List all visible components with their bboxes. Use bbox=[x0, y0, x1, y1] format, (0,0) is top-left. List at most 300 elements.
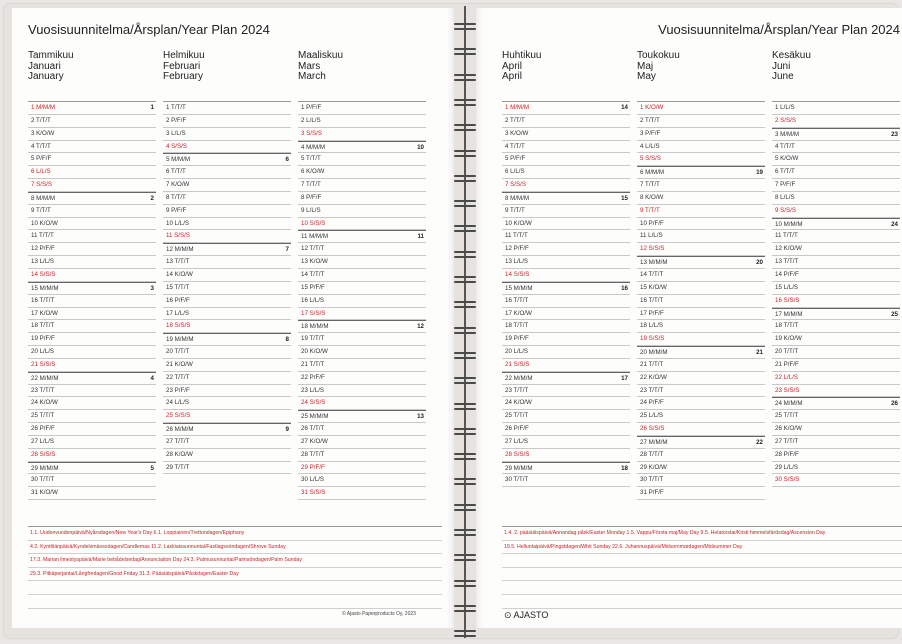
day-list bbox=[163, 101, 291, 474]
day-row[interactable] bbox=[637, 333, 765, 346]
day-row[interactable] bbox=[772, 179, 900, 192]
day-row[interactable] bbox=[502, 102, 630, 115]
day-label: 18 L/L/S bbox=[640, 322, 664, 330]
day-row[interactable] bbox=[298, 449, 426, 462]
day-label: 15 L/L/S bbox=[775, 283, 799, 291]
spiral-coil bbox=[454, 503, 476, 513]
day-row[interactable] bbox=[298, 359, 426, 372]
day-row[interactable] bbox=[637, 320, 765, 333]
day-row[interactable] bbox=[637, 449, 765, 462]
note-line[interactable]: 19.5. Helluntaipäivä/Pingstdagen/Whit Sunday 22.6. Juhannuspäivä/Midsommardagen/Midsummer Day bbox=[502, 541, 902, 555]
day-row[interactable] bbox=[772, 346, 900, 359]
day-label: 12 P/F/F bbox=[505, 245, 529, 253]
day-label: 13 M/M/M bbox=[640, 259, 668, 267]
day-row[interactable] bbox=[298, 153, 426, 166]
day-label: 17 S/S/S bbox=[301, 309, 326, 317]
week-number: 10 bbox=[417, 143, 424, 151]
day-row[interactable] bbox=[298, 282, 426, 295]
day-row[interactable] bbox=[772, 359, 900, 372]
day-row[interactable] bbox=[772, 269, 900, 282]
day-row[interactable] bbox=[772, 102, 900, 115]
day-row[interactable] bbox=[298, 269, 426, 282]
day-row[interactable] bbox=[637, 410, 765, 423]
day-label: 12 S/S/S bbox=[640, 245, 665, 253]
day-row[interactable] bbox=[298, 141, 426, 154]
day-label: 28 S/S/S bbox=[505, 450, 530, 458]
day-row[interactable] bbox=[502, 372, 630, 385]
day-row[interactable] bbox=[772, 385, 900, 398]
week-number: 7 bbox=[285, 246, 289, 254]
day-label: 8 K/O/W bbox=[640, 193, 664, 201]
day-label: 12 P/F/F bbox=[31, 245, 55, 253]
day-row[interactable] bbox=[772, 256, 900, 269]
day-row[interactable] bbox=[772, 153, 900, 166]
day-row[interactable] bbox=[772, 333, 900, 346]
day-row[interactable] bbox=[502, 295, 630, 308]
day-row[interactable] bbox=[772, 308, 900, 321]
day-row[interactable] bbox=[163, 385, 291, 398]
coil-wire bbox=[454, 630, 476, 632]
day-row[interactable] bbox=[298, 308, 426, 321]
note-line[interactable]: 1.4. 2. pääsiäispäivä/Annandag påsk/Easter Monday 1.5. Vappu/Första maj/May Day 9.5. Helatorstai/Kristi himmelsfärdsdag/Ascension Day bbox=[502, 527, 902, 541]
day-label: 22 P/F/F bbox=[301, 373, 325, 381]
day-row[interactable] bbox=[772, 243, 900, 256]
day-row[interactable] bbox=[298, 256, 426, 269]
day-row[interactable] bbox=[163, 423, 291, 436]
day-row[interactable] bbox=[502, 205, 630, 218]
day-row[interactable] bbox=[298, 205, 426, 218]
day-row[interactable] bbox=[28, 474, 156, 487]
day-row[interactable] bbox=[28, 295, 156, 308]
day-row[interactable] bbox=[772, 436, 900, 449]
day-row[interactable] bbox=[163, 115, 291, 128]
day-row[interactable] bbox=[163, 205, 291, 218]
day-label: 15 K/O/W bbox=[640, 283, 667, 291]
day-row[interactable] bbox=[772, 205, 900, 218]
day-row[interactable] bbox=[163, 346, 291, 359]
day-row[interactable] bbox=[772, 141, 900, 154]
day-row[interactable] bbox=[28, 359, 156, 372]
day-row[interactable] bbox=[637, 115, 765, 128]
day-row[interactable] bbox=[637, 166, 765, 179]
coil-wire bbox=[454, 534, 476, 536]
coil-wire bbox=[454, 478, 476, 480]
day-label: 20 M/M/M bbox=[640, 349, 668, 357]
day-row[interactable] bbox=[637, 295, 765, 308]
day-row[interactable] bbox=[298, 192, 426, 205]
day-row[interactable] bbox=[28, 372, 156, 385]
day-row[interactable] bbox=[28, 141, 156, 154]
note-line[interactable]: 4.2. Kynttilänpäivä/Kyndelsmässodagen/Candlemas 11.2. Laskiaissunnuntai/Fastlagssöndagen/Shrove Sunday bbox=[28, 541, 442, 555]
day-row[interactable] bbox=[502, 128, 630, 141]
month-name: Maj bbox=[637, 60, 654, 72]
day-row[interactable] bbox=[772, 397, 900, 410]
day-row[interactable] bbox=[28, 449, 156, 462]
day-row[interactable] bbox=[637, 423, 765, 436]
day-row[interactable] bbox=[163, 359, 291, 372]
day-row[interactable] bbox=[772, 115, 900, 128]
day-row[interactable] bbox=[28, 205, 156, 218]
day-row[interactable] bbox=[28, 269, 156, 282]
spiral-coil bbox=[454, 579, 476, 589]
day-row[interactable] bbox=[163, 320, 291, 333]
day-row[interactable] bbox=[28, 308, 156, 321]
day-row[interactable] bbox=[637, 436, 765, 449]
day-label: 6 K/O/W bbox=[301, 168, 325, 176]
day-row[interactable] bbox=[502, 462, 630, 475]
day-row[interactable] bbox=[772, 192, 900, 205]
day-row[interactable] bbox=[163, 308, 291, 321]
day-row[interactable] bbox=[298, 346, 426, 359]
day-row[interactable] bbox=[298, 410, 426, 423]
week-number: 25 bbox=[891, 310, 898, 318]
day-row[interactable] bbox=[772, 128, 900, 141]
day-label: 18 T/T/T bbox=[505, 322, 529, 330]
day-row[interactable] bbox=[502, 230, 630, 243]
day-row[interactable] bbox=[637, 269, 765, 282]
day-row[interactable] bbox=[502, 269, 630, 282]
day-row[interactable] bbox=[637, 205, 765, 218]
day-row[interactable] bbox=[772, 295, 900, 308]
day-row[interactable] bbox=[637, 218, 765, 231]
day-row[interactable] bbox=[298, 462, 426, 475]
day-label: 30 T/T/T bbox=[505, 476, 529, 484]
coil-wire bbox=[454, 403, 476, 405]
day-row[interactable] bbox=[502, 141, 630, 154]
day-row[interactable] bbox=[163, 462, 291, 475]
day-row[interactable] bbox=[772, 449, 900, 462]
day-row[interactable] bbox=[772, 410, 900, 423]
day-row[interactable] bbox=[163, 153, 291, 166]
day-row[interactable] bbox=[28, 320, 156, 333]
day-row[interactable] bbox=[637, 230, 765, 243]
day-row[interactable] bbox=[502, 218, 630, 231]
day-row[interactable] bbox=[772, 474, 900, 487]
day-row[interactable] bbox=[502, 474, 630, 487]
day-row[interactable] bbox=[298, 102, 426, 115]
day-label: 1 P/F/F bbox=[301, 104, 322, 111]
day-label: 10 P/F/F bbox=[640, 219, 664, 227]
day-label: 25 T/T/T bbox=[31, 412, 55, 420]
coil-wire bbox=[454, 53, 476, 55]
note-line[interactable] bbox=[502, 595, 902, 609]
day-row[interactable] bbox=[637, 462, 765, 475]
day-label: 2 S/S/S bbox=[775, 116, 796, 124]
day-label: 11 L/L/S bbox=[640, 232, 663, 240]
day-row[interactable] bbox=[163, 128, 291, 141]
day-row[interactable] bbox=[637, 192, 765, 205]
day-row[interactable] bbox=[298, 372, 426, 385]
day-row[interactable] bbox=[28, 423, 156, 436]
day-row[interactable] bbox=[163, 295, 291, 308]
day-row[interactable] bbox=[298, 128, 426, 141]
day-row[interactable] bbox=[637, 487, 765, 500]
right-page bbox=[476, 8, 902, 628]
day-row[interactable] bbox=[298, 487, 426, 500]
coil-wire bbox=[454, 504, 476, 506]
day-row[interactable] bbox=[502, 179, 630, 192]
day-row[interactable] bbox=[28, 128, 156, 141]
day-label: 16 P/F/F bbox=[166, 296, 190, 304]
day-row[interactable] bbox=[163, 230, 291, 243]
day-row[interactable] bbox=[28, 179, 156, 192]
day-row[interactable] bbox=[502, 320, 630, 333]
day-label: 18 T/T/T bbox=[775, 322, 799, 330]
day-label: 25 M/M/M bbox=[301, 413, 329, 421]
note-line[interactable] bbox=[28, 581, 442, 595]
day-row[interactable] bbox=[502, 153, 630, 166]
day-row[interactable] bbox=[298, 295, 426, 308]
day-row[interactable] bbox=[163, 282, 291, 295]
day-label: 17 M/M/M bbox=[775, 310, 803, 318]
coil-wire bbox=[454, 554, 476, 556]
day-row[interactable] bbox=[502, 423, 630, 436]
day-row[interactable] bbox=[163, 243, 291, 256]
day-row[interactable] bbox=[163, 436, 291, 449]
day-label: 9 L/L/S bbox=[301, 206, 321, 214]
day-row[interactable] bbox=[298, 436, 426, 449]
day-label: 18 T/T/T bbox=[31, 322, 55, 330]
day-row[interactable] bbox=[637, 141, 765, 154]
day-label: 19 P/F/F bbox=[505, 335, 529, 343]
note-line[interactable] bbox=[502, 568, 902, 582]
day-label: 16 T/T/T bbox=[505, 296, 529, 304]
day-label: 2 T/T/T bbox=[640, 116, 660, 124]
day-row[interactable] bbox=[163, 102, 291, 115]
day-row[interactable] bbox=[28, 436, 156, 449]
day-row[interactable] bbox=[772, 320, 900, 333]
day-label: 21 T/T/T bbox=[640, 360, 664, 368]
day-row[interactable] bbox=[163, 449, 291, 462]
day-label: 30 T/T/T bbox=[640, 476, 664, 484]
day-row[interactable] bbox=[163, 333, 291, 346]
day-label: 28 T/T/T bbox=[301, 450, 325, 458]
note-line[interactable]: 17.3. Marian ilmestyspäivä/Marie bebådelsedag/Annunciation Day 24.3. Palmusunnuntai/Palmsöndagen/Palm Sunday bbox=[28, 554, 442, 568]
day-row[interactable] bbox=[163, 166, 291, 179]
day-label: 5 K/O/W bbox=[775, 155, 799, 163]
day-row[interactable] bbox=[28, 230, 156, 243]
day-label: 1 M/M/M bbox=[31, 104, 56, 111]
day-row[interactable] bbox=[28, 192, 156, 205]
day-label: 12 K/O/W bbox=[775, 245, 802, 253]
spiral-binding bbox=[454, 0, 476, 644]
day-label: 3 L/L/S bbox=[166, 129, 186, 137]
day-row[interactable] bbox=[502, 436, 630, 449]
day-row[interactable] bbox=[163, 372, 291, 385]
day-label: 10 K/O/W bbox=[31, 219, 58, 227]
day-row[interactable] bbox=[28, 410, 156, 423]
day-row[interactable] bbox=[28, 397, 156, 410]
day-row[interactable] bbox=[637, 308, 765, 321]
day-row[interactable] bbox=[637, 128, 765, 141]
day-row[interactable] bbox=[502, 166, 630, 179]
day-label: 1 K/O/W bbox=[640, 104, 664, 111]
day-label: 8 L/L/S bbox=[775, 193, 795, 201]
note-line[interactable] bbox=[502, 581, 902, 595]
day-label: 3 M/M/M bbox=[775, 130, 800, 138]
coil-wire bbox=[454, 509, 476, 511]
day-row[interactable] bbox=[163, 218, 291, 231]
day-label: 21 P/F/F bbox=[775, 360, 799, 368]
coil-wire bbox=[454, 124, 476, 126]
note-line[interactable] bbox=[502, 554, 902, 568]
month-name: Februari bbox=[163, 60, 201, 72]
week-number: 14 bbox=[621, 104, 628, 111]
spiral-coil bbox=[454, 351, 476, 361]
day-row[interactable] bbox=[637, 385, 765, 398]
day-row[interactable] bbox=[637, 179, 765, 192]
day-row[interactable] bbox=[163, 179, 291, 192]
day-row[interactable] bbox=[28, 243, 156, 256]
month-name: January bbox=[28, 71, 64, 82]
day-row[interactable] bbox=[298, 333, 426, 346]
week-number: 17 bbox=[621, 374, 628, 382]
coil-wire bbox=[454, 301, 476, 303]
day-row[interactable] bbox=[163, 192, 291, 205]
spiral-coil bbox=[454, 199, 476, 209]
day-row[interactable] bbox=[28, 333, 156, 346]
day-row[interactable] bbox=[502, 449, 630, 462]
month-name: April bbox=[502, 71, 523, 82]
day-label: 30 T/T/T bbox=[31, 476, 55, 484]
day-row[interactable] bbox=[298, 230, 426, 243]
day-label: 8 M/M/M bbox=[505, 194, 530, 202]
day-label: 2 L/L/S bbox=[301, 116, 321, 124]
coil-wire bbox=[454, 225, 476, 227]
day-row[interactable] bbox=[637, 359, 765, 372]
day-row[interactable] bbox=[502, 410, 630, 423]
day-label: 5 P/F/F bbox=[31, 155, 52, 163]
day-row[interactable] bbox=[772, 218, 900, 231]
day-row[interactable] bbox=[772, 372, 900, 385]
day-row[interactable] bbox=[772, 282, 900, 295]
day-label: 7 T/T/T bbox=[640, 181, 660, 189]
day-row[interactable] bbox=[502, 333, 630, 346]
right-holiday-notes bbox=[502, 526, 902, 603]
day-row[interactable] bbox=[637, 153, 765, 166]
coil-wire bbox=[454, 155, 476, 157]
day-row[interactable] bbox=[772, 423, 900, 436]
day-row[interactable] bbox=[298, 474, 426, 487]
day-label: 17 P/F/F bbox=[640, 309, 664, 317]
day-row[interactable] bbox=[28, 282, 156, 295]
day-row[interactable] bbox=[502, 256, 630, 269]
day-row[interactable] bbox=[637, 243, 765, 256]
month-header bbox=[298, 51, 430, 97]
day-row[interactable] bbox=[502, 308, 630, 321]
day-label: 28 S/S/S bbox=[31, 450, 56, 458]
day-label: 16 T/T/T bbox=[31, 296, 55, 304]
day-row[interactable] bbox=[298, 320, 426, 333]
ajasto-logo: ⊙ AJASTO bbox=[504, 610, 549, 620]
day-row[interactable] bbox=[298, 385, 426, 398]
day-label: 17 L/L/S bbox=[166, 309, 190, 317]
coil-wire bbox=[454, 483, 476, 485]
day-row[interactable] bbox=[298, 179, 426, 192]
day-row[interactable] bbox=[772, 166, 900, 179]
day-row[interactable] bbox=[28, 256, 156, 269]
spiral-coil bbox=[454, 123, 476, 133]
day-row[interactable] bbox=[637, 397, 765, 410]
day-row[interactable] bbox=[163, 410, 291, 423]
day-row[interactable] bbox=[502, 243, 630, 256]
day-label: 25 S/S/S bbox=[166, 412, 191, 420]
day-label: 27 L/L/S bbox=[505, 437, 529, 445]
day-row[interactable] bbox=[637, 256, 765, 269]
day-row[interactable] bbox=[502, 359, 630, 372]
day-row[interactable] bbox=[637, 372, 765, 385]
day-row[interactable] bbox=[502, 282, 630, 295]
day-row[interactable] bbox=[637, 102, 765, 115]
day-row[interactable] bbox=[163, 256, 291, 269]
day-label: 24 K/O/W bbox=[505, 399, 532, 407]
day-row[interactable] bbox=[502, 397, 630, 410]
day-row[interactable] bbox=[502, 115, 630, 128]
day-label: 2 P/F/F bbox=[166, 116, 187, 124]
spiral-coil bbox=[454, 452, 476, 462]
day-row[interactable] bbox=[637, 282, 765, 295]
coil-wire bbox=[454, 28, 476, 30]
month-name: Kesäkuu bbox=[772, 50, 811, 61]
day-row[interactable] bbox=[28, 102, 156, 115]
note-line[interactable]: 29.3. Pitkäperjantai/Långfredagen/Good Friday 31.3. Pääsiäispäivä/Påskdagen/Easter Day bbox=[28, 568, 442, 582]
day-row[interactable] bbox=[28, 487, 156, 500]
day-label: 8 T/T/T bbox=[166, 193, 186, 201]
day-row[interactable] bbox=[28, 115, 156, 128]
day-row[interactable] bbox=[772, 462, 900, 475]
day-row[interactable] bbox=[502, 192, 630, 205]
day-row[interactable] bbox=[298, 243, 426, 256]
day-label: 27 L/L/S bbox=[31, 437, 55, 445]
day-row[interactable] bbox=[637, 346, 765, 359]
day-row[interactable] bbox=[28, 346, 156, 359]
note-line[interactable] bbox=[28, 595, 442, 609]
day-row[interactable] bbox=[163, 269, 291, 282]
day-row[interactable] bbox=[637, 474, 765, 487]
month-name: Tammikuu bbox=[28, 50, 74, 61]
day-row[interactable] bbox=[28, 166, 156, 179]
day-row[interactable] bbox=[298, 423, 426, 436]
day-label: 20 K/O/W bbox=[301, 348, 328, 356]
day-row[interactable] bbox=[502, 385, 630, 398]
day-row[interactable] bbox=[163, 397, 291, 410]
day-label: 11 S/S/S bbox=[166, 232, 190, 240]
note-line[interactable]: 1.1. Uudenvuodenpäivä/Nyårsdagen/New Year's Day 6.1. Loppiainen/Trettondagen/Epiphany bbox=[28, 527, 442, 541]
day-row[interactable] bbox=[163, 141, 291, 154]
spiral-coil bbox=[454, 528, 476, 538]
day-row[interactable] bbox=[772, 230, 900, 243]
month-name: Juni bbox=[772, 60, 791, 72]
month-header bbox=[163, 51, 295, 97]
day-row[interactable] bbox=[28, 462, 156, 475]
day-label: 29 L/L/S bbox=[775, 463, 799, 471]
day-label: 5 P/F/F bbox=[505, 155, 526, 163]
day-label: 29 P/F/F bbox=[301, 463, 325, 471]
day-row[interactable] bbox=[298, 115, 426, 128]
day-row[interactable] bbox=[298, 166, 426, 179]
day-label: 6 T/T/T bbox=[166, 168, 186, 176]
day-label: 11 T/T/T bbox=[775, 232, 798, 240]
day-row[interactable] bbox=[28, 385, 156, 398]
day-label: 22 M/M/M bbox=[505, 374, 533, 382]
day-row[interactable] bbox=[28, 153, 156, 166]
day-row[interactable] bbox=[298, 218, 426, 231]
day-label: 29 M/M/M bbox=[505, 464, 533, 472]
day-row[interactable] bbox=[502, 346, 630, 359]
day-row[interactable] bbox=[28, 218, 156, 231]
week-number: 21 bbox=[756, 349, 763, 357]
day-row[interactable] bbox=[298, 397, 426, 410]
